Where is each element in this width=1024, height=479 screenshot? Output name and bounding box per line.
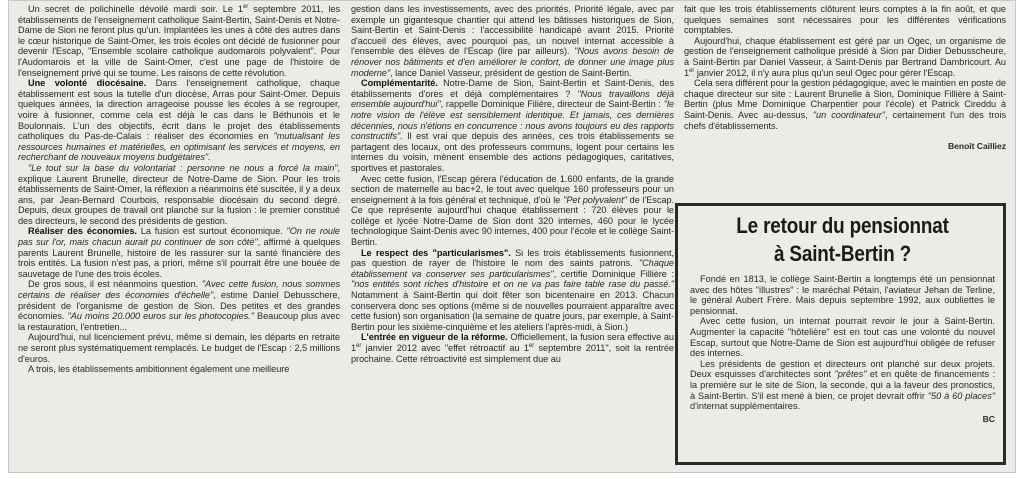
paragraph: "Le tout sur la base du volontariat : personne ne nous a forcé la main", explique Laurent Brunelle, directeur de Notre-Dame de Sion. Pour les trois établissements de Saint-Omer, la réflexion a néanmoins été suscitée, il y a deux ans, par Jean-Bernard Courbois, responsable diocésain du second degré. Depuis, deux groupes de travail ont planché sur la fusion : le premier constitué des directeurs, le second des présidents de gestion. (18, 162, 340, 226)
paragraph: Complémentarité. Notre-Dame de Sion, Saint-Bertin et Saint-Denis, des établissements d'ores et déjà complémentaires ? "Nous travaillons déjà ensemble aujourd'hui", rappelle Dominique Filière, directeur de Saint-Bertin : "le notre vision de l'élève est sensiblement identique. Et jamais, ces dernières décennies, nous n'étions en concurrence : nous avons toujours eu des rapports constructifs". Il est vrai que depuis des années, ces trois établissements se partagent des locaux, ont des professeurs communs, logent pour certains les internes du voisin, mènent ensemble des actions pédagogiques, caritatives, sportives et pastorales. (351, 78, 675, 173)
paragraph: De gros sous, il est néanmoins question. "Avec cette fusion, nous sommes certains de réaliser des économies d'échelle", estime Daniel Debusschere, président de l'organisme de gestion de Sion. Des petites et des grandes économies. "Au moins 20.000 euros sur les photocopies." Beaucoup plus avec la restauration, l'entretien... (18, 279, 340, 332)
paragraph: gestion dans les investissements, avec des priorités. Priorité légale, avec par exemple un gigantesque chantier qui attend les bâtisses historiques de Sion, Saint-Bertin et Saint-Denis : l'accessibilité handicapé avant 2015. Priorité d'accueil des élèves, avec pourquoi pas, un nouvel internat accessible à l'ensemble des élèves de l'Escap (lire par ailleurs). "Nous avons besoin de rénover nos bâtiments et d'en améliorer le confort, de donner une image plus moderne", lance Daniel Vasseur, président de gestion de Saint-Bertin. (351, 4, 674, 78)
newspaper-clipping (8, 0, 1016, 473)
paragraph: Une volonté diocésaine. Dans l'enseignement catholique, chaque établissement est sous la tutelle d'un diocèse, Arras pour Saint-Omer. Depuis quelques années, la direction arrageoise pousse les écoles à se regrouper, voire à fusionner, comme cela est déjà le cas dans le Béthunois et le Boulonnais. L'un des objectifs, écrit dans le projet des établissements catholiques du Pas-de-Calais : réaliser des économies en "mutualisant les ressources humaines et matérielles, en optimisant les services et moyens, en recherchant de nouveaux moyens budgétaires". (18, 78, 340, 163)
paragraph: Avec cette fusion, l'Escap gérera l'éducation de 1.600 enfants, de la grande section de maternelle au bac+2, le tout avec quelque 160 professeurs pour un enseignement à la fois général et technique, d'où le "Pet polyvalent" de l'Escap. Ce que représente aujourd'hui chaque établissement : 720 élèves pour le collège et lycée Notre-Dame de Sion dont 320 internes, 460 pour le lycée technologique Saint-Denis avec 90 internes, 400 pour l'école et le collège Saint-Bertin. (351, 173, 675, 248)
sidebar-box (675, 203, 1006, 465)
box-title: Le retour du pensionnat à Saint-Bertin ? (736, 213, 949, 266)
article-column-3 (684, 4, 1006, 152)
paragraph: Fondé en 1813, le collège Saint-Bertin a longtemps été un pensionnat avec des hôtes "illustres" : le maréchal Pétain, l'aviateur Jehan de Terline, le général Aubert Frère. Mais depuis septembre 1992, aux oubliettes le pensionnat. (690, 274, 995, 316)
subheading: Réaliser des économies. (28, 226, 137, 237)
subheading: L'entrée en vigueur de la réforme. (361, 332, 508, 343)
paragraph: Les présidents de gestion et directeurs ont planché sur deux projets. Deux esquisses d'architectes sont "prêtes" et en quête de financements : la première sur le site de Sion, la seconde, qui a la faveur des pronostics, à Saint-Bertin. S'il est mené à bien, ce projet devrait offrir "50 à 60 places" d'internat supplémentaires. (690, 358, 995, 412)
paragraph: Cela sera différent pour la gestion pédagogique, avec le maintien en poste de chaque directeur sur site : Laurent Brunelle à Sion, Dominique Fillière à Saint-Bertin (plus Mme Dominique Charpentier pour l'école) et Patrick Cireddu à Saint-Denis. Avec au-dessus, "un coordinateur", certainement l'un des trois chefs d'établissements. (684, 78, 1006, 131)
subheading: Complémentarité. (361, 78, 438, 89)
paragraph: Aujourd'hui, nul licenciement prévu, même si demain, les départs en retraite ne seront plus systématiquement remplacés. Le budget de l'Escap : 2,5 millions d'euros. (18, 332, 340, 364)
paragraph: A trois, les établissements ambitionnent également une meilleure (28, 364, 290, 375)
paragraph: Un secret de polichinelle dévoilé mardi soir. Le 1er septembre 2011, les établissements de l'enseignement catholique Saint-Bertin, Saint-Denis et Notre-Dame de Sion ne feront plus qu'un. Implantées les unes à côté des autres dans le cœur historique de Saint-Omer, les trois écoles ont décidé de fusionner pour devenir l'Escap, "Ensemble scolaire catholique audomarois polyvalent". Pour l'Audomarois et la ville de Saint-Omer, c'est une page de l'histoire de l'enseignement privé qui se tourne. Les raisons de cette révolution. (18, 3, 340, 78)
paragraph: Le respect des "particularismes". Si les trois établissements fusionnent, pas question de rayer de l'histoire le nom des saints patrons. "Chaque établissement va conserver ses particularismes", certifie Dominique Fillière : "nos entités sont riches d'histoire et on ne va pas faire table rase du passé." Notamment à Saint-Bertin qui doit fêter son bicentenaire en 2013. Chacun conservera donc ses options (même si de nouvelles pourraient apparaître avec cette fusion) son organisation (la semaine de quatre jours, par exemple, à Saint-Bertin pour les sixième-cinquième et les ateliers l'après-midi, à Sion.) (351, 247, 674, 332)
author-signature: Benoît Cailliez (948, 141, 1006, 152)
article-column-2 (351, 4, 674, 364)
subheading: Une volonté diocésaine. (28, 78, 147, 89)
box-signature: BC (982, 413, 995, 424)
paragraph: L'entrée en vigueur de la réforme. Officiellement, la fusion sera effective au 1er janvier 2012 avec "effet rétroactif au 1er septembre 2011", soit la rentrée prochaine. Cette rétroactivité est simplement due au (351, 332, 674, 364)
paragraph: Réaliser des économies. La fusion est surtout économique. "On ne roule pas sur l'or, mais chacun aurait pu continuer de son côté", affirmé à quelques parents Laurent Brunelle, histoire de les rassurer sur la santé financière des trois entités. La fusion n'est pas, a priori, même s'il pourrait être une bouée de sauvetage de l'une des trois écoles. (18, 226, 340, 279)
paragraph: Aujourd'hui, chaque établissement est géré par un Ogec, un organisme de gestion de l'enseignement catholique présidé à Sion par Didier Debusscheure, à Saint-Bertin par Daniel Vasseur, à Saint-Denis par Bertrand Dambricourt. Au 1er janvier 2012, il n'y aura plus qu'un seul Ogec pour gérer l'Escap. (684, 35, 1006, 78)
paragraph: Avec cette fusion, un internat pourrait revoir le jour à Saint-Bertin. Augmenter la capacité "hôtelière" est en tout cas une volonté du nouvel Escap, surtout que Notre-Dame de Sion est aujourd'hui obligée de refuser des internes. (690, 316, 995, 359)
article-column-1 (18, 4, 340, 375)
subheading: Le respect des "particularismes". (361, 247, 511, 258)
paragraph: fait que les trois établissements clôturent leurs comptes à la fin août, et que quelques semaines sont nécessaires pour les différentes vérifications comptables. (684, 4, 1006, 36)
